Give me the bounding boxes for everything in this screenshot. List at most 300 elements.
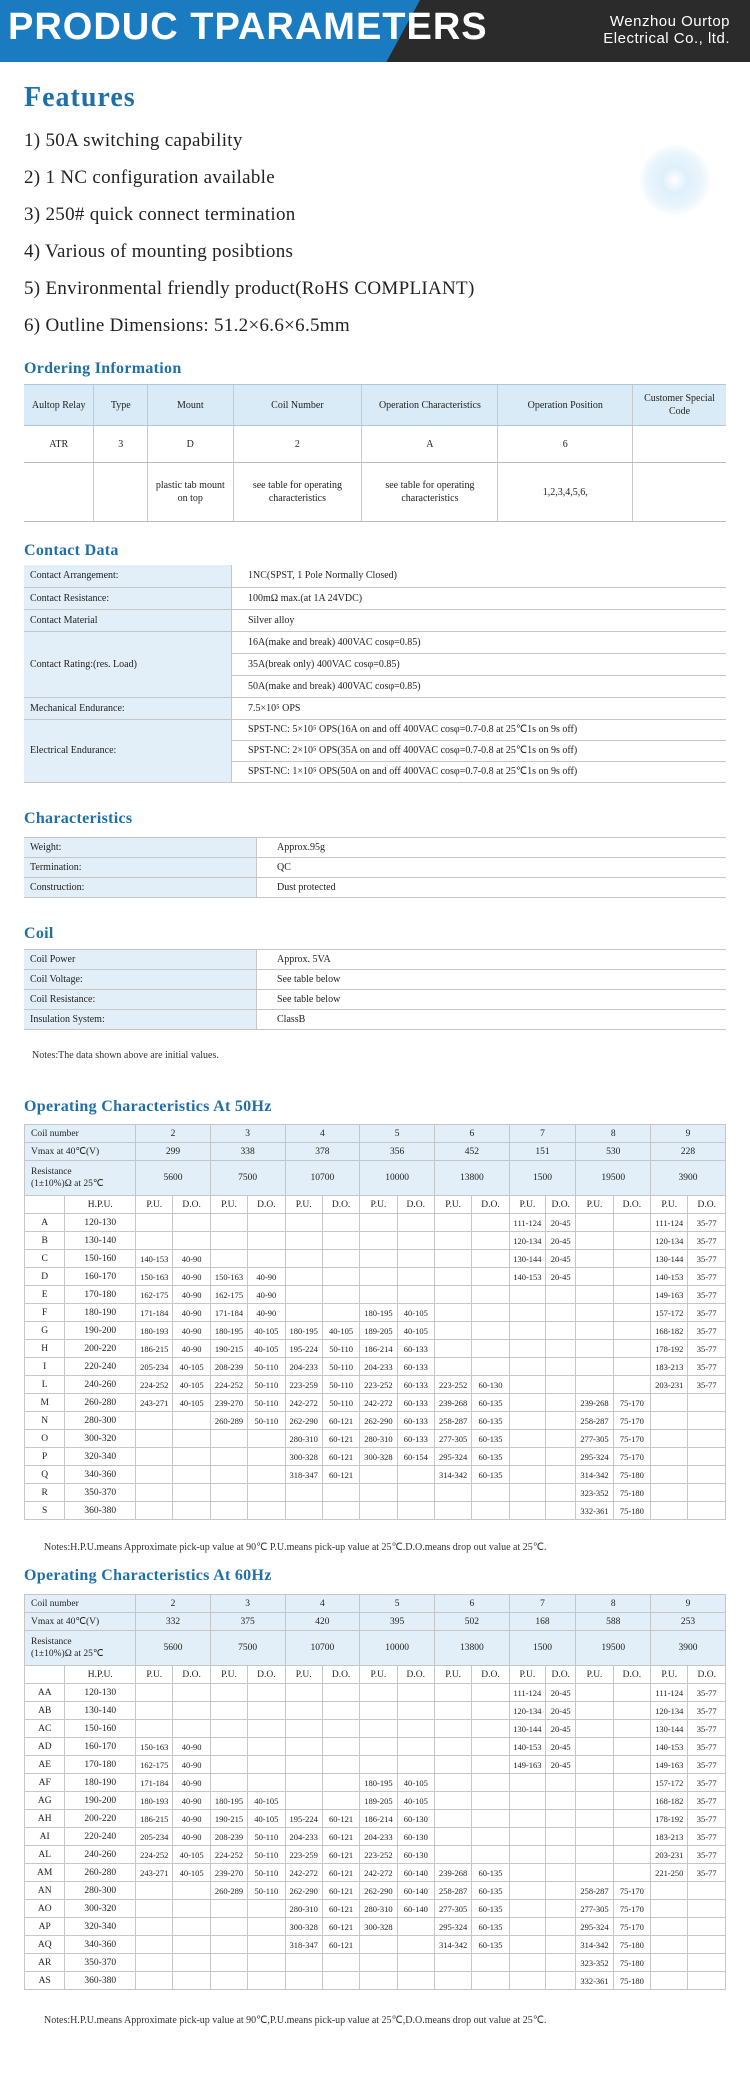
do-label: D.O. xyxy=(613,1196,650,1214)
hpu-range: 170-180 xyxy=(65,1286,136,1304)
op-value: 35-77 xyxy=(688,1720,726,1738)
op-value xyxy=(248,1684,285,1702)
op-value: 168-182 xyxy=(651,1792,688,1810)
hpu-range: 350-370 xyxy=(65,1484,136,1502)
hpu-range: 190-200 xyxy=(65,1792,136,1810)
table-row xyxy=(25,1972,726,1990)
op-code: F xyxy=(25,1304,65,1322)
op-value xyxy=(472,1484,509,1502)
op-value xyxy=(322,1972,359,1990)
resistance-value: 1500 xyxy=(509,1631,576,1666)
op-value: 171-184 xyxy=(136,1774,173,1792)
op-value: 162-175 xyxy=(136,1286,173,1304)
op-code: G xyxy=(25,1322,65,1340)
spec-value: QC xyxy=(257,858,727,878)
op-value: 40-90 xyxy=(173,1756,210,1774)
op-value xyxy=(613,1756,650,1774)
pu-label: P.U. xyxy=(210,1196,247,1214)
do-label: D.O. xyxy=(613,1666,650,1684)
op-value: 40-105 xyxy=(173,1376,210,1394)
op-value xyxy=(546,1972,576,1990)
op-value: 60-135 xyxy=(472,1448,509,1466)
op-value: 40-90 xyxy=(173,1268,210,1286)
spec-value: See table below xyxy=(257,970,727,990)
op60-table xyxy=(24,1594,726,1990)
op-value xyxy=(472,1268,509,1286)
table-row xyxy=(25,1250,726,1268)
op-value xyxy=(136,1702,173,1720)
ordering-header: Aultop Relay xyxy=(24,385,94,426)
contact-table xyxy=(24,565,726,783)
op-value: 186-215 xyxy=(136,1340,173,1358)
pu-label: P.U. xyxy=(576,1196,613,1214)
op-code: AO xyxy=(25,1900,65,1918)
op-value xyxy=(397,1484,434,1502)
coil-title: Coil xyxy=(24,925,54,942)
op-value xyxy=(397,1466,434,1484)
op-value xyxy=(472,1846,509,1864)
vmax-value: 338 xyxy=(210,1143,285,1161)
op-value: 130-144 xyxy=(509,1250,545,1268)
table-row xyxy=(25,1430,726,1448)
spec-label: Mechanical Endurance: xyxy=(24,697,232,719)
spec-value: 50A(make and break) 400VAC cosφ=0.85) xyxy=(232,675,727,697)
op-value: 203-231 xyxy=(651,1846,688,1864)
op-value: 277-305 xyxy=(576,1430,613,1448)
op-value xyxy=(322,1268,359,1286)
op-value: 60-135 xyxy=(472,1412,509,1430)
vmax-value: 378 xyxy=(285,1143,360,1161)
op-value: 157-172 xyxy=(651,1304,688,1322)
hpu-range: 280-300 xyxy=(65,1412,136,1430)
table-row xyxy=(25,1846,726,1864)
op-code: C xyxy=(25,1250,65,1268)
op-value xyxy=(434,1756,471,1774)
op-value xyxy=(285,1774,322,1792)
spec-label: Termination: xyxy=(24,858,257,878)
op-value xyxy=(360,1484,397,1502)
resistance-label-line: (1±10%)Ω at 25℃ xyxy=(31,1179,104,1189)
op-value: 60-135 xyxy=(472,1882,509,1900)
op-value: 178-192 xyxy=(651,1810,688,1828)
op-value: 318-347 xyxy=(285,1466,322,1484)
op-value xyxy=(248,1954,285,1972)
op-value: 40-90 xyxy=(173,1304,210,1322)
op-value xyxy=(576,1846,613,1864)
vmax-value: 332 xyxy=(136,1613,211,1631)
op-value xyxy=(322,1502,359,1520)
table-row xyxy=(25,1720,726,1738)
op-value xyxy=(360,1720,397,1738)
op-value xyxy=(210,1502,247,1520)
table-row xyxy=(25,1466,726,1484)
op-value xyxy=(173,1684,210,1702)
op-value xyxy=(613,1232,650,1250)
ordering-header: Coil Number xyxy=(233,385,362,426)
op-value: 60-121 xyxy=(322,1448,359,1466)
op-value xyxy=(509,1448,545,1466)
op-value xyxy=(546,1286,576,1304)
op-value: 150-163 xyxy=(136,1738,173,1756)
op-value: 180-195 xyxy=(360,1774,397,1792)
op-value xyxy=(613,1792,650,1810)
resistance-label-line: Resistance xyxy=(31,1167,72,1177)
op-value xyxy=(136,1484,173,1502)
op-value: 180-195 xyxy=(360,1304,397,1322)
op-value: 204-233 xyxy=(285,1358,322,1376)
op-value: 35-77 xyxy=(688,1268,726,1286)
op-value: 20-45 xyxy=(546,1250,576,1268)
do-label: D.O. xyxy=(322,1196,359,1214)
op-code: R xyxy=(25,1484,65,1502)
op-value xyxy=(360,1286,397,1304)
resistance-label-line: (1±10%)Ω at 25℃ xyxy=(31,1649,104,1659)
op-value: 40-90 xyxy=(248,1286,285,1304)
op50-title: Operating Characteristics At 50Hz xyxy=(24,1098,272,1115)
op-value xyxy=(285,1268,322,1286)
op-value xyxy=(397,1214,434,1232)
op-value: 40-90 xyxy=(173,1340,210,1358)
resistance-value: 13800 xyxy=(434,1161,509,1196)
op-value xyxy=(285,1972,322,1990)
op-code: P xyxy=(25,1448,65,1466)
resistance-label xyxy=(25,1631,136,1666)
op-value: 223-252 xyxy=(360,1846,397,1864)
op-value: 75-180 xyxy=(613,1484,650,1502)
op-value xyxy=(360,1954,397,1972)
op-code: AA xyxy=(25,1684,65,1702)
op-value xyxy=(248,1250,285,1268)
op-value: 277-305 xyxy=(434,1430,471,1448)
op-value xyxy=(210,1684,247,1702)
vmax-value: 452 xyxy=(434,1143,509,1161)
resistance-value: 10700 xyxy=(285,1161,360,1196)
op-value xyxy=(434,1214,471,1232)
op-value: 300-328 xyxy=(285,1448,322,1466)
op-value: 50-110 xyxy=(248,1394,285,1412)
coil-number: 7 xyxy=(509,1125,576,1143)
op-value: 60-133 xyxy=(397,1376,434,1394)
coil-number: 6 xyxy=(434,1125,509,1143)
pu-label: P.U. xyxy=(136,1666,173,1684)
op-value: 20-45 xyxy=(546,1720,576,1738)
op-value xyxy=(688,1448,726,1466)
op60-title: Operating Characteristics At 60Hz xyxy=(24,1567,272,1584)
op-value xyxy=(322,1484,359,1502)
op-value xyxy=(434,1268,471,1286)
op-value xyxy=(546,1900,576,1918)
op-value xyxy=(136,1466,173,1484)
coil-number: 7 xyxy=(509,1595,576,1613)
op-value xyxy=(210,1774,247,1792)
op-value xyxy=(248,1502,285,1520)
op-value xyxy=(248,1918,285,1936)
spec-label: Contact Resistance: xyxy=(24,587,232,609)
op-value xyxy=(285,1792,322,1810)
coil-number: 2 xyxy=(136,1595,211,1613)
op50-note: Notes:H.P.U.means Approximate pick-up value at 90℃ P.U.means pick-up value at 25℃.D.O.means drop out value at 25℃. xyxy=(44,1542,547,1553)
op-value xyxy=(360,1702,397,1720)
op-value: 195-224 xyxy=(285,1810,322,1828)
vmax-value: 228 xyxy=(651,1143,726,1161)
op-value: 204-233 xyxy=(360,1828,397,1846)
vmax-value: 299 xyxy=(136,1143,211,1161)
op-value: 50-110 xyxy=(322,1394,359,1412)
op-value xyxy=(397,1286,434,1304)
op-value xyxy=(285,1954,322,1972)
op-value: 168-182 xyxy=(651,1322,688,1340)
op-value xyxy=(248,1972,285,1990)
op-value: 280-310 xyxy=(285,1430,322,1448)
op-value xyxy=(613,1250,650,1268)
op-value: 314-342 xyxy=(434,1936,471,1954)
resistance-row xyxy=(25,1161,726,1196)
spec-value: ClassB xyxy=(257,1010,727,1030)
op-value xyxy=(509,1828,545,1846)
op-value xyxy=(397,1936,434,1954)
op-value: 204-233 xyxy=(285,1828,322,1846)
op-value xyxy=(434,1954,471,1972)
op-value xyxy=(173,1702,210,1720)
op-value: 60-130 xyxy=(397,1828,434,1846)
op-value xyxy=(136,1900,173,1918)
op-value xyxy=(546,1864,576,1882)
hpu-range: 160-170 xyxy=(65,1268,136,1286)
table-row xyxy=(25,1412,726,1430)
coil-number: 8 xyxy=(576,1125,651,1143)
op-value: 180-195 xyxy=(285,1322,322,1340)
op-value xyxy=(576,1340,613,1358)
op-value: 150-163 xyxy=(136,1268,173,1286)
op-value: 258-287 xyxy=(434,1882,471,1900)
op-value: 60-133 xyxy=(397,1340,434,1358)
op-value: 40-105 xyxy=(248,1340,285,1358)
op-value xyxy=(472,1810,509,1828)
op-value: 111-124 xyxy=(651,1214,688,1232)
op-value: 300-328 xyxy=(285,1918,322,1936)
spec-label: Electrical Endurance: xyxy=(24,719,232,782)
op-value: 258-287 xyxy=(434,1412,471,1430)
op-value xyxy=(173,1900,210,1918)
op-value xyxy=(546,1484,576,1502)
op-value: 280-310 xyxy=(285,1900,322,1918)
op-value xyxy=(360,1972,397,1990)
op60-note: Notes:H.P.U.means Approximate pick-up value at 90℃,P.U.means pick-up value at 25℃,D.O.means drop out value at 25℃. xyxy=(44,2015,547,2026)
op-value: 186-214 xyxy=(360,1340,397,1358)
op-code: AM xyxy=(25,1864,65,1882)
op-value xyxy=(509,1394,545,1412)
op-value xyxy=(613,1828,650,1846)
op-value xyxy=(210,1448,247,1466)
op-value xyxy=(360,1250,397,1268)
op-code: AI xyxy=(25,1828,65,1846)
op-code: D xyxy=(25,1268,65,1286)
op-value xyxy=(576,1214,613,1232)
op-value xyxy=(397,1250,434,1268)
hpu-range: 220-240 xyxy=(65,1828,136,1846)
op-value xyxy=(576,1738,613,1756)
company-line-1: Wenzhou Ourtop xyxy=(609,13,730,30)
op-value: 35-77 xyxy=(688,1864,726,1882)
op-value: 258-287 xyxy=(576,1412,613,1430)
ordering-code: ATR xyxy=(24,426,94,463)
op-value xyxy=(210,1484,247,1502)
op-code: M xyxy=(25,1394,65,1412)
op-value: 280-310 xyxy=(360,1430,397,1448)
pu-label: P.U. xyxy=(576,1666,613,1684)
vmax-label: Vmax at 40℃(V) xyxy=(25,1613,136,1631)
op-value: 35-77 xyxy=(688,1376,726,1394)
op-value xyxy=(509,1502,545,1520)
op-value xyxy=(613,1774,650,1792)
spec-label: Coil Voltage: xyxy=(24,970,257,990)
op-value xyxy=(173,1918,210,1936)
coil-number-label: Coil number xyxy=(25,1125,136,1143)
op-value: 180-193 xyxy=(136,1792,173,1810)
vmax-row xyxy=(25,1143,726,1161)
op-value xyxy=(173,1448,210,1466)
op-value xyxy=(285,1738,322,1756)
resistance-value: 7500 xyxy=(210,1631,285,1666)
op-value xyxy=(173,1232,210,1250)
op-value xyxy=(509,1882,545,1900)
op-value xyxy=(509,1918,545,1936)
table-row xyxy=(25,1214,726,1232)
op-code: AF xyxy=(25,1774,65,1792)
op-value: 75-180 xyxy=(613,1466,650,1484)
op-value xyxy=(688,1502,726,1520)
op-value: 60-140 xyxy=(397,1882,434,1900)
op-code: O xyxy=(25,1430,65,1448)
op-value: 75-180 xyxy=(613,1936,650,1954)
spec-label: Construction: xyxy=(24,878,257,898)
op-value: 190-215 xyxy=(210,1340,247,1358)
table-row xyxy=(25,1774,726,1792)
op-value xyxy=(613,1846,650,1864)
resistance-value: 13800 xyxy=(434,1631,509,1666)
op-code: AS xyxy=(25,1972,65,1990)
op-value xyxy=(434,1286,471,1304)
op-value xyxy=(136,1720,173,1738)
op-code: AH xyxy=(25,1810,65,1828)
op-value: 40-105 xyxy=(173,1864,210,1882)
op-value: 35-77 xyxy=(688,1684,726,1702)
spec-label: Coil Power xyxy=(24,950,257,970)
op-value: 295-324 xyxy=(434,1918,471,1936)
op-value: 60-135 xyxy=(472,1394,509,1412)
op-value xyxy=(360,1684,397,1702)
do-label: D.O. xyxy=(546,1666,576,1684)
op-value xyxy=(434,1484,471,1502)
pu-label: P.U. xyxy=(360,1196,397,1214)
op-value xyxy=(509,1430,545,1448)
op-value xyxy=(509,1774,545,1792)
op-value: 277-305 xyxy=(576,1900,613,1918)
op-value xyxy=(322,1792,359,1810)
op-value: 60-121 xyxy=(322,1918,359,1936)
op-code: L xyxy=(25,1376,65,1394)
op-value xyxy=(397,1918,434,1936)
op-value xyxy=(651,1412,688,1430)
op-value: 195-224 xyxy=(285,1340,322,1358)
ordering-header: Operation Position xyxy=(498,385,633,426)
table-row xyxy=(25,1484,726,1502)
spec-value: Dust protected xyxy=(257,878,727,898)
op-value xyxy=(509,1810,545,1828)
op-value xyxy=(576,1756,613,1774)
op-value: 224-252 xyxy=(136,1846,173,1864)
vmax-value: 395 xyxy=(360,1613,435,1631)
op-value: 40-105 xyxy=(173,1846,210,1864)
coil-number-row xyxy=(25,1595,726,1613)
op-value: 60-133 xyxy=(397,1412,434,1430)
spec-value: SPST-NC: 5×10⁵ OPS(16A on and off 400VAC cosφ=0.7-0.8 at 25℃1s on 9s off) xyxy=(232,719,727,740)
op-value: 35-77 xyxy=(688,1286,726,1304)
op-value xyxy=(613,1340,650,1358)
op-value: 60-135 xyxy=(472,1918,509,1936)
op-value xyxy=(651,1954,688,1972)
op-value: 243-271 xyxy=(136,1394,173,1412)
hpu-range: 170-180 xyxy=(65,1756,136,1774)
op-value xyxy=(472,1322,509,1340)
op-value xyxy=(285,1232,322,1250)
op-value: 60-140 xyxy=(397,1900,434,1918)
op-value xyxy=(434,1828,471,1846)
op-code: I xyxy=(25,1358,65,1376)
op-value xyxy=(546,1340,576,1358)
op-value: 120-134 xyxy=(651,1232,688,1250)
op-value: 262-290 xyxy=(285,1412,322,1430)
op-value: 323-352 xyxy=(576,1484,613,1502)
resistance-value: 10000 xyxy=(360,1631,435,1666)
op-value: 239-268 xyxy=(576,1394,613,1412)
table-row xyxy=(25,1738,726,1756)
op-value: 162-175 xyxy=(210,1286,247,1304)
op-value xyxy=(434,1774,471,1792)
op-value xyxy=(210,1702,247,1720)
op-value: 50-110 xyxy=(248,1882,285,1900)
op-value: 40-90 xyxy=(173,1828,210,1846)
op-value xyxy=(285,1720,322,1738)
hpu-range: 340-360 xyxy=(65,1466,136,1484)
op-code: S xyxy=(25,1502,65,1520)
pu-label: P.U. xyxy=(285,1666,322,1684)
resistance-label-line: Resistance xyxy=(31,1637,72,1647)
table-row xyxy=(25,1792,726,1810)
op-value xyxy=(322,1774,359,1792)
op-code: AD xyxy=(25,1738,65,1756)
op-value: 60-135 xyxy=(472,1864,509,1882)
op-value xyxy=(688,1466,726,1484)
spec-value: Approx.95g xyxy=(257,838,727,858)
op-value xyxy=(613,1268,650,1286)
table-row xyxy=(25,1936,726,1954)
do-label: D.O. xyxy=(248,1196,285,1214)
page-title: PRODUC TPARAMETERS xyxy=(8,6,488,48)
resistance-label xyxy=(25,1161,136,1196)
coil-note: Notes:The data shown above are initial values. xyxy=(32,1050,219,1061)
table-row xyxy=(25,1394,726,1412)
op-code: AR xyxy=(25,1954,65,1972)
spec-value: 7.5×10⁵ OPS xyxy=(232,697,727,719)
op-value xyxy=(136,1882,173,1900)
op-value: 140-153 xyxy=(651,1268,688,1286)
op-value xyxy=(285,1286,322,1304)
op-value xyxy=(322,1250,359,1268)
resistance-value: 3900 xyxy=(651,1631,726,1666)
op-value: 50-110 xyxy=(322,1376,359,1394)
op-value xyxy=(136,1918,173,1936)
